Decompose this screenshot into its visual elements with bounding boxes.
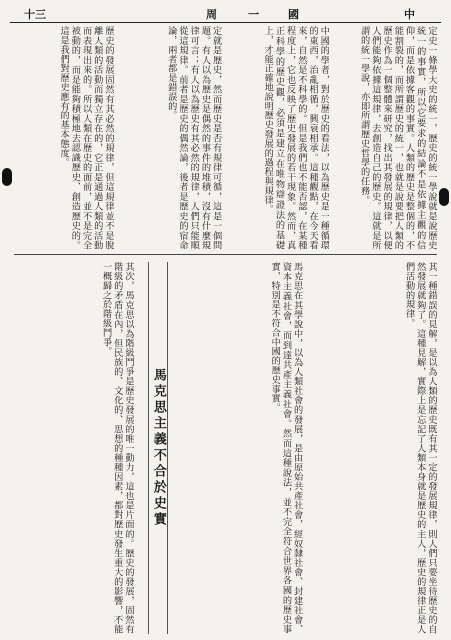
upper-article-block	[14, 26, 437, 250]
text-column: 歷史的發展固然有其必然的規律，但這規律並不是脫離人類的活動而獨立存在的，它正是通過人類的活動而表現出來的。所以人類在歷史的面前，並不是完全被動的，而是能夠積極地去認識歷史、創造歷史的。這是我們對歷史應有的基本態度。	[58, 26, 114, 250]
lower-article-block	[14, 262, 437, 634]
text-column: 其次，馬克思以為階級鬥爭是歷史發展的唯一動力，這也是片面的。歷史的發展，固然有階級的矛盾在內，但民族的、文化的、思想的種種因素，都對歷史發生重大的影響，不能一概歸之於階級鬥爭。	[100, 262, 134, 634]
text-column: 定就是歷史，然而歷史是否有規律可循，這是一個問題。有人以為歷史是偶然的事件的堆積，沒有什麼規律可言；有人以為歷史有其必然的規律，人們只能順從這規律。前者是歷史的偶然論，後者是歷史的宿命論，兩者都是錯誤的。	[165, 26, 222, 250]
page-header	[10, 4, 441, 23]
header-title-char-3: 國	[288, 8, 299, 21]
text-column: 定史一條學大史的統一，歷史的統一學說就是說歷史統一的事實，所以它要求的結論不是依據主觀的信仰，而是依據客觀的事實。人類的歷史是整個的，不能割裂的，而所謂歷史的統一，也就是說要把人類的歷史作為一個整體來研究，找出其發展的規律，以便人們能夠依據這規律，去創造自己的歷史。這就是所謂的統一學說，亦即所謂歷史哲學的任務。	[358, 26, 437, 250]
header-title-char-4: 中	[404, 8, 415, 21]
header-title-char-1: 周	[206, 8, 217, 21]
header-title-char-2: 一	[248, 8, 259, 21]
binding-hole-icon	[439, 188, 449, 206]
section-divider	[14, 254, 437, 255]
text-column: 中國的學者，對於歷史的看法，以為歷史是一種循環的東西，治亂相循，興衰相承。這種觀點，在今天看來，自然是不科學的。但是我們也不能否認，在某種程度上，它也反映了歷史發展的若干現象。然而，真正科學的歷史觀，必須是建立在唯物辯證法的基礎上，才能正確地說明歷史發展的過程與規律。	[262, 26, 330, 250]
text-column: 馬克思在其學說中，以為人類社會的發展，是由原始共產社會，經奴隸社會、封建社會、資本主義社會，而到達共產主義社會。然而這種說法，並不完全符合世界各國的歷史事實，特別是不符合中國的歷史事實。	[269, 262, 303, 634]
article-title: 馬克思主義不合於史實	[148, 262, 168, 634]
text-column: 其一種錯誤的見解，是以為人類的歷史既有其一定的發展規律，則人們只要坐待歷史的自然發展就夠了。這種見解，實際上是忘記了人類本身就是歷史的主人，歷史的規律正是人們活動的規律。	[403, 262, 437, 634]
binding-hole-icon	[2, 168, 12, 186]
page-number: 十三	[24, 8, 46, 21]
